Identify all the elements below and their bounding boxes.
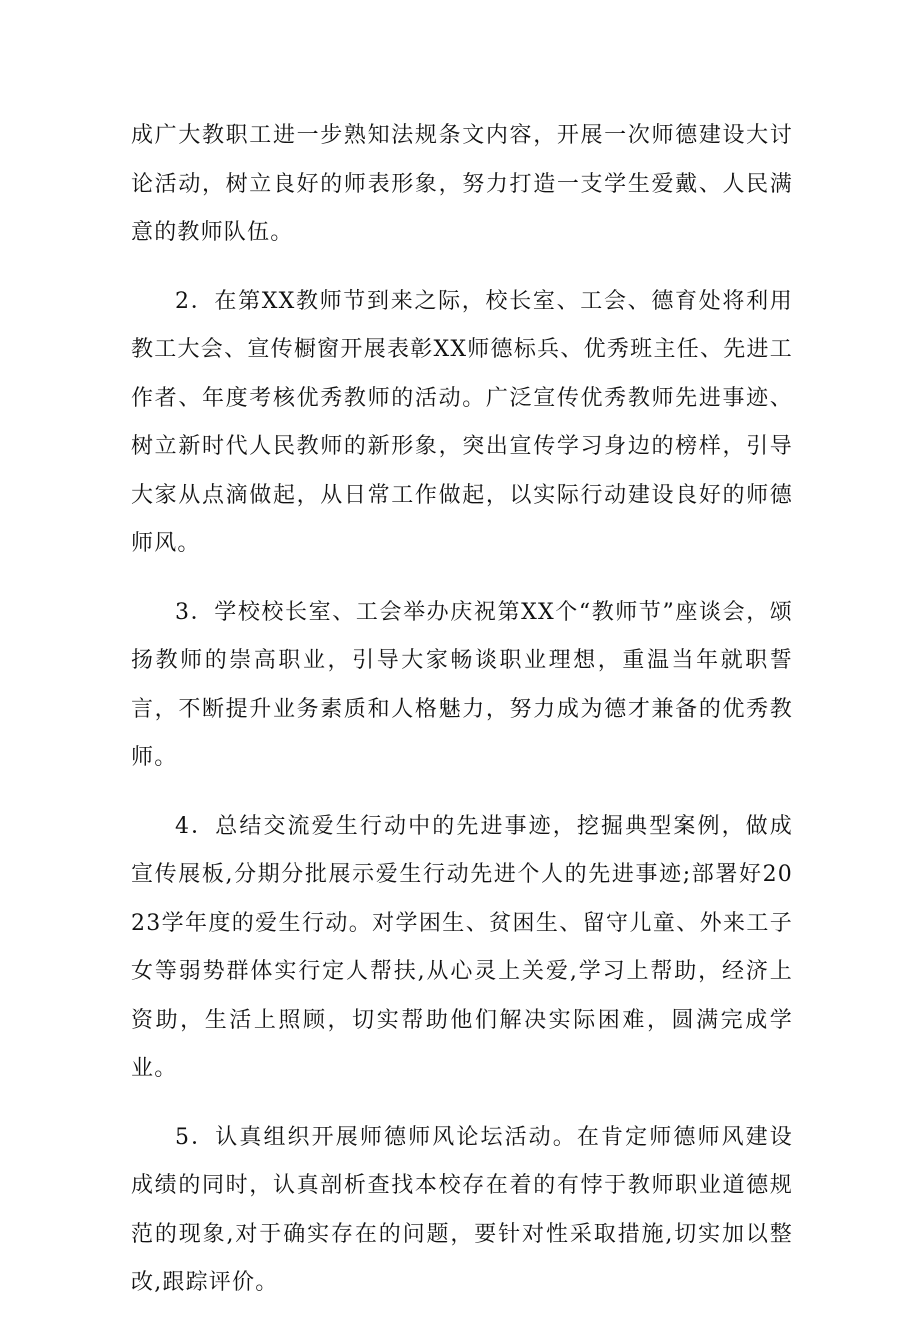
paragraph-item-5: 5．认真组织开展师德师风论坛活动。在肯定师德师风建设成绩的同时，认真剖析查找本校存在着的有悖于教师职业道德规范的现象,对于确实存在的问题，要针对性采取措施,切实加以整改,跟踪评价。 [131, 1124, 793, 1295]
document-body [131, 112, 793, 1328]
paragraph-item-4: 4．总结交流爱生行动中的先进事迹，挖掘典型案例，做成宣传展板,分期分批展示爱生行动先进个人的先进事迹;部署好2023学年度的爱生行动。对学困生、贫困生、留守儿童、外来工子女等弱势群体实行定人帮扶,从心灵上关爱,学习上帮助，经济上资助，生活上照顾，切实帮助他们解决实际困难，圆满完成学业。 [131, 813, 793, 1081]
paragraph-item-3: 3．学校校长室、工会举办庆祝第XX个“教师节”座谈会，颂扬教师的崇高职业，引导大家畅谈职业理想，重温当年就职誓言，不断提升业务素质和人格魅力，努力成为德才兼备的优秀教师。 [131, 599, 793, 770]
paragraph-continuation: 成广大教职工进一步熟知法规条文内容，开展一次师德建设大讨论活动，树立良好的师表形象，努力打造一支学生爱戴、人民满意的教师队伍。 [131, 123, 793, 245]
paragraph-item-2: 2．在第XX教师节到来之际，校长室、工会、德育处将利用教工大会、宣传橱窗开展表彰XX师德标兵、优秀班主任、先进工作者、年度考核优秀教师的活动。广泛宣传优秀教师先进事迹、树立新时代人民教师的新形象，突出宣传学习身边的榜样，引导大家从点滴做起，从日常工作做起，以实际行动建设良好的师德师风。 [131, 288, 793, 556]
